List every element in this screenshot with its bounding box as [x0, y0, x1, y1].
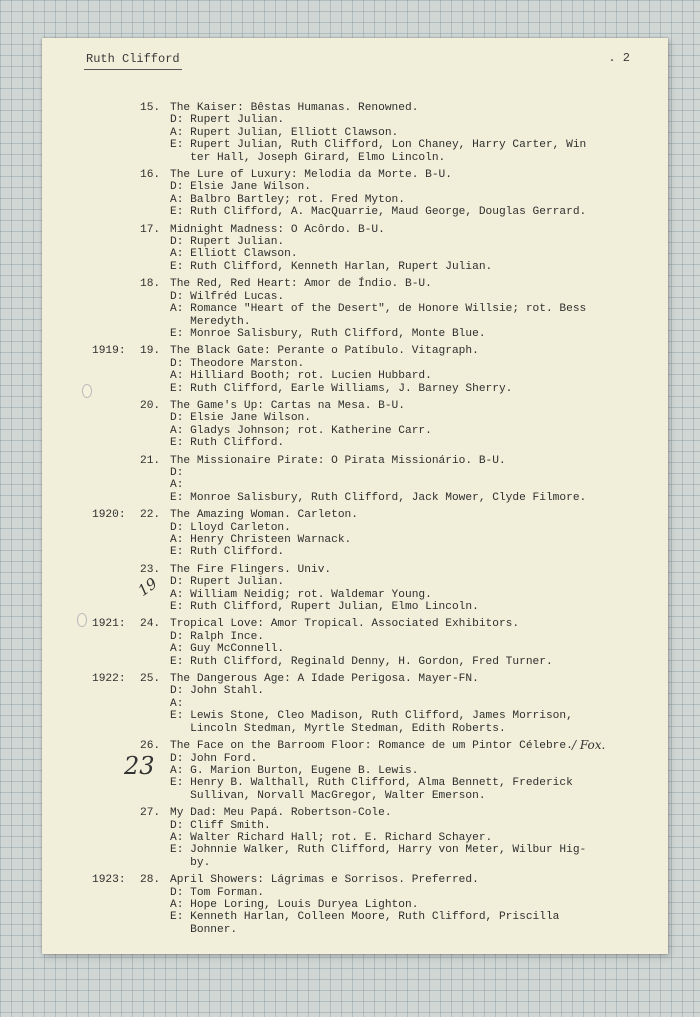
entry-year [92, 807, 140, 819]
film-credit-line [92, 790, 652, 802]
entry-number [140, 492, 170, 504]
film-credit-line [92, 261, 652, 273]
entry-number [140, 328, 170, 340]
film-credit-line [92, 589, 652, 601]
entry-text: by. [170, 856, 211, 869]
entry-number: 23. [140, 563, 161, 576]
film-credit-line [92, 924, 652, 936]
entry-year [92, 601, 140, 613]
entry-year [92, 303, 140, 315]
film-credit-line [92, 181, 652, 193]
film-title-line [92, 169, 652, 181]
entry-number [140, 248, 170, 260]
film-title-line [92, 400, 652, 412]
entry-year [92, 358, 140, 370]
entry-year: 1920: [92, 509, 126, 522]
film-entry [92, 807, 652, 869]
entry-text: April Showers: Lágrimas e Sorrisos. Preferred. [170, 874, 479, 887]
entry-year [92, 467, 140, 479]
film-title-line [92, 673, 652, 685]
film-credit-line [92, 152, 652, 164]
entry-number [140, 820, 170, 832]
entry-year [92, 887, 140, 899]
entry-number [140, 534, 170, 546]
page-header-name: Ruth Clifford [86, 52, 180, 66]
film-credit-line [92, 643, 652, 655]
entry-number [140, 425, 170, 437]
film-credit-line [92, 316, 652, 328]
entry-number [140, 656, 170, 668]
film-credit-line [92, 576, 652, 588]
film-title-line [92, 455, 652, 467]
entry-year [92, 832, 140, 844]
entry-year [92, 278, 140, 290]
film-credit-line [92, 206, 652, 218]
entry-number [140, 924, 170, 936]
entry-text: The Fire Flingers. Univ. [170, 563, 332, 576]
entry-number: 24. [140, 618, 161, 631]
film-credit-line [92, 412, 652, 424]
entry-number [140, 887, 170, 899]
entry-number: 27. [140, 807, 161, 820]
entry-year [92, 631, 140, 643]
entry-text: The Amazing Woman. Carleton. [170, 509, 358, 522]
film-credit-line [92, 753, 652, 765]
entry-year [92, 656, 140, 668]
entry-number [140, 181, 170, 193]
film-credit-line [92, 777, 652, 789]
film-credit-line [92, 139, 652, 151]
entry-year [92, 564, 140, 576]
entry-number [140, 370, 170, 382]
entry-number: 15. [140, 102, 161, 114]
entry-year [92, 169, 140, 181]
entry-text: The Missionaire Pirate: O Pirata Missionário. B-U. [170, 454, 506, 467]
entry-text: A: Gladys Johnson; rot. Katherine Carr. [170, 424, 432, 437]
entry-year [92, 291, 140, 303]
film-title-line [92, 874, 652, 886]
entry-number [140, 316, 170, 328]
entry-year [92, 152, 140, 164]
film-entry [92, 169, 652, 219]
entry-number: 28. [140, 874, 161, 887]
entry-number: 22. [140, 509, 161, 522]
entry-number [140, 127, 170, 139]
entry-number [140, 152, 170, 164]
film-entry [92, 400, 652, 450]
entry-number [140, 723, 170, 735]
handwritten-note-23: 23 [124, 752, 155, 780]
entry-text: A: Guy McConnell. [170, 643, 285, 656]
film-title-line [92, 740, 652, 752]
entry-text: A: [170, 479, 184, 492]
entry-year [92, 546, 140, 558]
film-credit-line [92, 370, 652, 382]
film-credit-line [92, 546, 652, 558]
entry-number [140, 601, 170, 613]
entry-year [92, 139, 140, 151]
film-credit-line [92, 698, 652, 710]
entry-text: E: Henry B. Walthall, Ruth Clifford, Alma Bennett, Frederick [170, 777, 573, 790]
film-credit-line [92, 127, 652, 139]
entry-year [92, 181, 140, 193]
film-credit-line [92, 522, 652, 534]
entry-text: The Black Gate: Perante o Patíbulo. Vitagraph. [170, 345, 479, 358]
entry-text: Lincoln Stedman, Myrtle Stedman, Edith Roberts. [170, 722, 506, 735]
filmography-list [92, 102, 652, 941]
entry-text: E: Ruth Clifford, Reginald Denny, H. Gordon, Fred Turner. [170, 655, 553, 668]
film-title-line [92, 564, 652, 576]
film-entry [92, 673, 652, 735]
entry-text: E: Ruth Clifford, Rupert Julian, Elmo Lincoln. [170, 601, 479, 614]
film-title-line [92, 278, 652, 290]
entry-year [92, 576, 140, 588]
film-title-line [92, 509, 652, 521]
entry-text: E: Ruth Clifford, Earle Williams, J. Barney Sherry. [170, 382, 513, 395]
entry-year [92, 844, 140, 856]
entry-year [92, 790, 140, 802]
entry-number [140, 383, 170, 395]
film-entry [92, 874, 652, 936]
entry-number [140, 911, 170, 923]
entry-text: D: Rupert Julian. [170, 236, 285, 249]
entry-year [92, 857, 140, 869]
entry-text: A: Henry Christeen Warnack. [170, 534, 352, 546]
entry-year [92, 437, 140, 449]
entry-number [140, 236, 170, 248]
film-credit-line [92, 765, 652, 777]
entry-number: 26. [140, 740, 161, 753]
page-number: . 2 [608, 51, 630, 65]
entry-year [92, 370, 140, 382]
entry-year [92, 412, 140, 424]
entry-year [92, 383, 140, 395]
entry-number: 20. [140, 399, 161, 412]
film-credit-line [92, 631, 652, 643]
film-credit-line [92, 425, 652, 437]
film-entry [92, 618, 652, 668]
entry-text: Midnight Madness: O Acôrdo. B-U. [170, 223, 385, 236]
film-credit-line [92, 601, 652, 613]
film-title-line [92, 807, 652, 819]
film-credit-line [92, 358, 652, 370]
film-credit-line [92, 832, 652, 844]
entry-number [140, 832, 170, 844]
entry-text: A: [170, 697, 184, 710]
film-credit-line [92, 248, 652, 260]
document-page [42, 38, 668, 954]
film-entry [92, 278, 652, 340]
entry-year [92, 589, 140, 601]
film-credit-line [92, 291, 652, 303]
entry-text: My Dad: Meu Papá. Robertson-Cole. [170, 807, 392, 820]
film-credit-line [92, 710, 652, 722]
entry-text: Tropical Love: Amor Tropical. Associated Exhibitors. [170, 618, 520, 631]
entry-year [92, 114, 140, 126]
entry-text: E: Monroe Salisbury, Ruth Clifford, Monte Blue. [170, 327, 486, 340]
film-entry [92, 564, 652, 614]
entry-number [140, 685, 170, 697]
entry-text: D: Cliff Smith. [170, 819, 271, 832]
entry-year [92, 698, 140, 710]
entry-number [140, 114, 170, 126]
entry-year [92, 236, 140, 248]
film-credit-line [92, 303, 652, 315]
entry-number [140, 206, 170, 218]
entry-number [140, 291, 170, 303]
entry-year [92, 522, 140, 534]
punch-hole-mark [82, 384, 92, 398]
film-credit-line [92, 899, 652, 911]
entry-year: 1921: [92, 618, 126, 631]
film-credit-line [92, 114, 652, 126]
entry-number [140, 698, 170, 710]
film-title-line [92, 618, 652, 630]
entry-year: 1922: [92, 673, 126, 686]
entry-text: Bonner. [170, 923, 238, 936]
film-credit-line [92, 911, 652, 923]
entry-text: E: Monroe Salisbury, Ruth Clifford, Jack Mower, Clyde Filmore. [170, 491, 587, 504]
film-credit-line [92, 492, 652, 504]
entry-text: D: [170, 466, 184, 479]
entry-year [92, 455, 140, 467]
entry-text: E: Ruth Clifford, Kenneth Harlan, Rupert Julian. [170, 260, 493, 273]
entry-number [140, 467, 170, 479]
film-credit-line [92, 685, 652, 697]
entry-year [92, 740, 140, 752]
entry-year [92, 911, 140, 923]
entry-number [140, 303, 170, 315]
entry-text: A: Balbro Bartley; rot. Fred Myton. [170, 193, 405, 206]
entry-text: ter Hall, Joseph Girard, Elmo Lincoln. [170, 151, 446, 164]
entry-number: 19. [140, 345, 161, 358]
entry-year [92, 685, 140, 697]
entry-year [92, 206, 140, 218]
film-entry [92, 345, 652, 395]
entry-year: 1919: [92, 345, 126, 358]
header-underline [84, 69, 182, 70]
entry-year [92, 492, 140, 504]
punch-hole-mark [77, 613, 87, 627]
entry-year [92, 328, 140, 340]
film-credit-line [92, 194, 652, 206]
film-credit-line [92, 437, 652, 449]
entry-number [140, 546, 170, 558]
entry-number [140, 631, 170, 643]
entry-text: D: Wilfréd Lucas. [170, 290, 285, 303]
entry-year [92, 316, 140, 328]
film-credit-line [92, 467, 652, 479]
entry-number: 18. [140, 278, 161, 291]
film-credit-line [92, 656, 652, 668]
entry-number [140, 437, 170, 449]
entry-text: D: Rupert Julian. [170, 114, 285, 127]
entry-text: The Game's Up: Cartas na Mesa. B-U. [170, 399, 405, 412]
entry-year [92, 643, 140, 655]
film-entry [92, 455, 652, 505]
entry-text: E: Ruth Clifford. [170, 437, 285, 450]
entry-number: 21. [140, 454, 161, 467]
entry-year [92, 820, 140, 832]
film-credit-line [92, 857, 652, 869]
entry-number [140, 139, 170, 151]
entry-number [140, 358, 170, 370]
entry-text: The Red, Red Heart: Amor de Índio. B-U. [170, 278, 432, 291]
film-credit-line [92, 534, 652, 546]
entry-number [140, 844, 170, 856]
film-title-line [92, 102, 652, 114]
film-credit-line [92, 383, 652, 395]
entry-text: D: Elsie Jane Wilson. [170, 181, 311, 194]
entry-number [140, 522, 170, 534]
entry-year [92, 534, 140, 546]
entry-year: 1923: [92, 874, 126, 887]
entry-text: A: Hilliard Booth; rot. Lucien Hubbard. [170, 370, 432, 383]
entry-text: D: Rupert Julian. [170, 576, 285, 589]
entry-text: E: Rupert Julian, Ruth Clifford, Lon Chaney, Harry Carter, Win [170, 139, 587, 152]
entry-text: Meredyth. [170, 315, 251, 328]
film-title-line [92, 224, 652, 236]
film-credit-line [92, 328, 652, 340]
entry-text: E: Johnnie Walker, Ruth Clifford, Harry von Meter, Wilbur Hig- [170, 844, 587, 857]
entry-text: D: Elsie Jane Wilson. [170, 412, 311, 425]
entry-number [140, 790, 170, 802]
entry-text: D: Tom Forman. [170, 886, 264, 899]
entry-year [92, 723, 140, 735]
entry-year [92, 102, 140, 114]
entry-number [140, 479, 170, 491]
entry-text: D: Ralph Ince. [170, 630, 264, 643]
entry-number [140, 857, 170, 869]
entry-year [92, 400, 140, 412]
entry-year [92, 425, 140, 437]
film-credit-line [92, 820, 652, 832]
entry-text: Sullivan, Norvall MacGregor, Walter Emerson. [170, 789, 486, 802]
entry-text: E: Ruth Clifford. [170, 546, 285, 559]
film-entry [92, 224, 652, 274]
entry-year [92, 224, 140, 236]
entry-number: 16. [140, 169, 161, 182]
film-credit-line [92, 479, 652, 491]
entry-text: E: Lewis Stone, Cleo Madison, Ruth Clifford, James Morrison, [170, 710, 573, 723]
entry-number [140, 899, 170, 911]
entry-text: D: John Stahl. [170, 685, 264, 698]
entry-text: The Dangerous Age: A Idade Perigosa. Mayer-FN. [170, 673, 479, 686]
entry-text: The Lure of Luxury: Melodia da Morte. B-U. [170, 169, 452, 182]
entry-text: A: Walter Richard Hall; rot. E. Richard Schayer. [170, 831, 493, 844]
film-credit-line [92, 236, 652, 248]
handwritten-note-19: 19 [134, 574, 161, 600]
entry-text: A: William Neidig; rot. Waldemar Young. [170, 588, 432, 601]
entry-text: A: G. Marion Burton, Eugene B. Lewis. [170, 764, 419, 777]
entry-text: D: Lloyd Carleton. [170, 521, 291, 534]
entry-year [92, 248, 140, 260]
entry-year [92, 710, 140, 722]
entry-number [140, 194, 170, 206]
entry-text: E: Kenneth Harlan, Colleen Moore, Ruth Clifford, Priscilla [170, 911, 560, 924]
entry-number: 25. [140, 673, 161, 686]
entry-text: A: Rupert Julian, Elliott Clawson. [170, 126, 399, 139]
entry-year [92, 924, 140, 936]
film-credit-line [92, 723, 652, 735]
entry-year [92, 261, 140, 273]
entry-number [140, 643, 170, 655]
handwritten-note-fox: / Fox. [572, 738, 606, 752]
entry-text: D: John Ford. [170, 752, 258, 765]
film-title-line [92, 345, 652, 357]
entry-text: The Face on the Barroom Floor: Romance de um Pintor Célebre. [170, 740, 573, 753]
entry-number [140, 412, 170, 424]
entry-number: 17. [140, 223, 161, 236]
entry-year [92, 127, 140, 139]
film-credit-line [92, 844, 652, 856]
entry-text: The Kaiser: Bêstas Humanas. Renowned. [170, 102, 419, 114]
film-credit-line [92, 887, 652, 899]
film-entry [92, 102, 652, 164]
entry-text: D: Theodore Marston. [170, 357, 305, 370]
film-entry [92, 740, 652, 802]
entry-text: A: Hope Loring, Louis Duryea Lighton. [170, 898, 419, 911]
entry-year [92, 194, 140, 206]
entry-number [140, 710, 170, 722]
entry-text: A: Elliott Clawson. [170, 248, 298, 261]
film-entry [92, 509, 652, 559]
entry-year [92, 899, 140, 911]
entry-text: E: Ruth Clifford, A. MacQuarrie, Maud George, Douglas Gerrard. [170, 206, 587, 219]
entry-number [140, 261, 170, 273]
entry-year [92, 479, 140, 491]
entry-text: A: Romance "Heart of the Desert", de Honore Willsie; rot. Bess [170, 303, 587, 316]
